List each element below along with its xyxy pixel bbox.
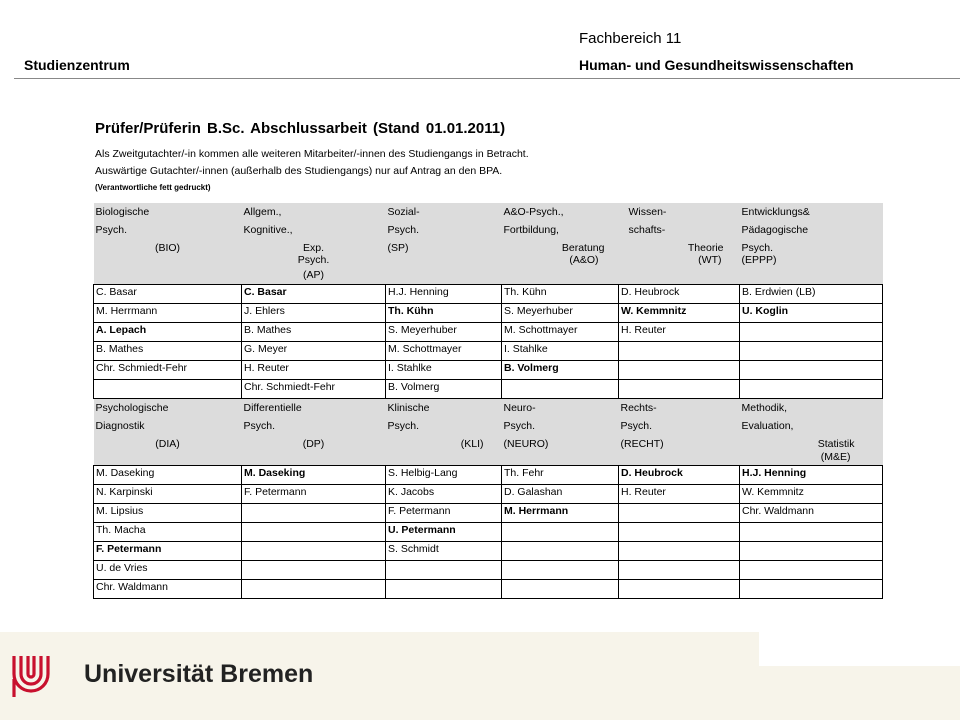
header-cell-ao: A&O-Psych., Fortbildung, Beratung (A&O)	[502, 203, 619, 285]
table-cell	[619, 580, 740, 599]
table-cell	[740, 342, 883, 361]
table-row	[94, 342, 883, 361]
table-row	[94, 285, 883, 304]
table-cell	[386, 561, 502, 580]
table-cell	[619, 361, 740, 380]
table-cell: A. Lepach	[94, 323, 242, 342]
table-cell: D. Galashan	[502, 485, 619, 504]
table-cell: C. Basar	[94, 285, 242, 304]
table-cell: N. Karpinski	[94, 485, 242, 504]
table-cell: Th. Macha	[94, 523, 242, 542]
table-header-row	[94, 203, 883, 285]
page-title: Prüfer/Prüferin B.Sc. Abschlussarbeit (Stand 01.01.2011)	[95, 120, 506, 137]
table-cell: W. Kemmnitz	[619, 304, 740, 323]
table-cell	[740, 580, 883, 599]
table-cell	[619, 342, 740, 361]
table-cell: Th. Kühn	[386, 304, 502, 323]
table-row	[94, 523, 883, 542]
table-cell: U. de Vries	[94, 561, 242, 580]
table-header-row	[94, 399, 883, 466]
table-cell: S. Schmidt	[386, 542, 502, 561]
table-cell: Chr. Schmiedt-Fehr	[94, 361, 242, 380]
table-cell: I. Stahlke	[386, 361, 502, 380]
table-cell: M. Lipsius	[94, 504, 242, 523]
table-cell: U. Petermann	[386, 523, 502, 542]
header-cell-dia: Psychologische Diagnostik (DIA)	[94, 399, 242, 466]
table-cell	[94, 380, 242, 399]
table-cell: H.J. Henning	[386, 285, 502, 304]
table-cell	[740, 542, 883, 561]
university-logo-text: Universität Bremen	[84, 660, 314, 688]
table-cell: B. Erdwien (LB)	[740, 285, 883, 304]
table-cell	[740, 523, 883, 542]
table-cell	[740, 380, 883, 399]
header-cell-sp: Sozial- Psych. (SP)	[386, 203, 502, 285]
table-cell	[619, 380, 740, 399]
table-cell: S. Meyerhuber	[386, 323, 502, 342]
table-cell	[242, 561, 386, 580]
table-cell: D. Heubrock	[619, 285, 740, 304]
table-row	[94, 580, 883, 599]
table-cell	[242, 504, 386, 523]
note-zweitgutachter: Als Zweitgutachter/-in kommen alle weiteren Mitarbeiter/-innen des Studiengangs in Betracht.	[95, 148, 529, 160]
header-divider	[14, 78, 960, 79]
table-cell: S. Helbig-Lang	[386, 466, 502, 485]
table-cell	[386, 580, 502, 599]
header-cell-wt: Wissen- schafts- Theorie (WT)	[619, 203, 740, 285]
table-cell: H. Reuter	[619, 323, 740, 342]
table-cell	[740, 361, 883, 380]
table-cell	[619, 542, 740, 561]
table-cell: B. Mathes	[94, 342, 242, 361]
note-auswaertige: Auswärtige Gutachter/-innen (außerhalb des Studiengangs) nur auf Antrag an den BPA.	[95, 165, 503, 177]
table-cell	[502, 523, 619, 542]
table-row	[94, 485, 883, 504]
table-cell: B. Volmerg	[502, 361, 619, 380]
table-cell	[740, 561, 883, 580]
table-cell	[619, 504, 740, 523]
table-cell: J. Ehlers	[242, 304, 386, 323]
table-cell	[242, 580, 386, 599]
table-row	[94, 304, 883, 323]
header-cell-neuro: Neuro- Psych. (NEURO)	[502, 399, 619, 466]
table-cell: U. Koglin	[740, 304, 883, 323]
table-cell	[502, 542, 619, 561]
header-left: Studienzentrum	[24, 57, 130, 73]
header-cell-me: Methodik, Evaluation, Statistik (M&E)	[740, 399, 883, 466]
table-cell: F. Petermann	[386, 504, 502, 523]
table-cell: B. Mathes	[242, 323, 386, 342]
table-cell: S. Meyerhuber	[502, 304, 619, 323]
table-cell: D. Heubrock	[619, 466, 740, 485]
table-row	[94, 466, 883, 485]
table-cell: G. Meyer	[242, 342, 386, 361]
table-cell: I. Stahlke	[502, 342, 619, 361]
table-cell: B. Volmerg	[386, 380, 502, 399]
note-verantwortliche: (Verantwortliche fett gedruckt)	[95, 183, 211, 192]
header-cell-recht: Rechts- Psych. (RECHT)	[619, 399, 740, 466]
university-logo-icon	[10, 652, 72, 702]
table-cell	[740, 323, 883, 342]
table-cell: Th. Kühn	[502, 285, 619, 304]
header-fachbereich: Fachbereich 11	[579, 30, 682, 47]
table-cell	[242, 523, 386, 542]
examiner-table	[93, 203, 883, 599]
table-cell: F. Petermann	[94, 542, 242, 561]
table-cell: H. Reuter	[619, 485, 740, 504]
table-cell: H.J. Henning	[740, 466, 883, 485]
table-cell: F. Petermann	[242, 485, 386, 504]
header-cell-ap: Allgem., Kognitive., Exp. Psych. (AP)	[242, 203, 386, 285]
table-cell: M. Daseking	[242, 466, 386, 485]
header-right: Human- und Gesundheitswissenschaften	[579, 57, 854, 73]
table-cell	[502, 561, 619, 580]
table-cell: K. Jacobs	[386, 485, 502, 504]
table-cell: M. Schottmayer	[386, 342, 502, 361]
table-cell	[242, 542, 386, 561]
table-cell: H. Reuter	[242, 361, 386, 380]
table-row	[94, 380, 883, 399]
table-cell: C. Basar	[242, 285, 386, 304]
header-cell-kli: Klinische Psych. (KLI)	[386, 399, 502, 466]
header-cell-eppp: Entwicklungs& Pädagogische Psych. (EPPP)	[740, 203, 883, 285]
table-row	[94, 504, 883, 523]
table-cell: Chr. Schmiedt-Fehr	[242, 380, 386, 399]
table-cell: Th. Fehr	[502, 466, 619, 485]
table-cell: M. Schottmayer	[502, 323, 619, 342]
table-cell	[619, 523, 740, 542]
table-cell: W. Kemmnitz	[740, 485, 883, 504]
table-row	[94, 323, 883, 342]
table-row	[94, 361, 883, 380]
table-cell: M. Herrmann	[502, 504, 619, 523]
table-row	[94, 542, 883, 561]
table-cell: Chr. Waldmann	[94, 580, 242, 599]
table-cell: M. Daseking	[94, 466, 242, 485]
table-cell	[502, 580, 619, 599]
table-cell	[502, 380, 619, 399]
table-cell: M. Herrmann	[94, 304, 242, 323]
header-cell-bio: Biologische Psych. (BIO)	[94, 203, 242, 285]
header-cell-dp: Differentielle Psych. (DP)	[242, 399, 386, 466]
table-row	[94, 561, 883, 580]
table-cell: Chr. Waldmann	[740, 504, 883, 523]
table-cell	[619, 561, 740, 580]
